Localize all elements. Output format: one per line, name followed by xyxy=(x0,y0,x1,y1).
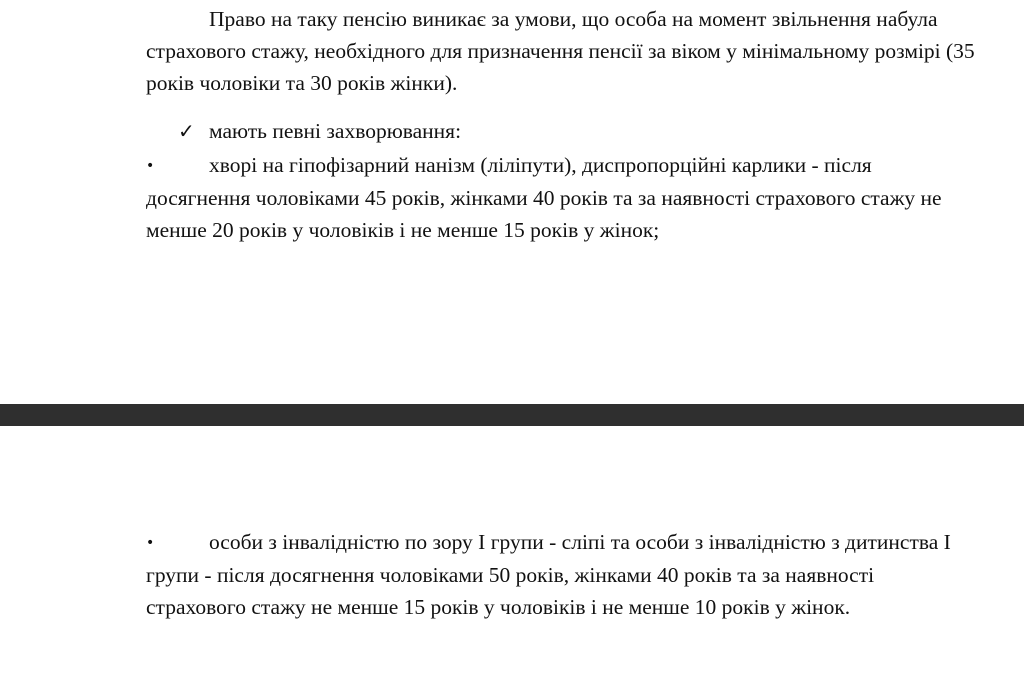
checklist-item-text: мають певні захворювання: xyxy=(209,119,462,143)
paragraph-pension-condition xyxy=(146,3,976,99)
checkmark-icon: ✓ xyxy=(178,119,195,143)
bullet-icon: • xyxy=(146,535,155,551)
checklist-item-diseases xyxy=(178,115,461,147)
list-item-visual-disability xyxy=(146,526,976,623)
list-item-text: хворі на гіпофізарний нанізм (ліліпути), диспропорційні карлики - після досягнення чоловіками 45 років, жінками 40 років та за наявності страхового стажу не менше 20 років у чоловіків і не менше 15 років у жінок; xyxy=(146,153,942,242)
page-separator xyxy=(0,404,1024,426)
list-item-text: особи з інвалідністю по зору I групи - сліпі та особи з інвалідністю з дитинства I групи - після досягнення чоловіками 50 років, жінками 40 років та за наявності страхового стажу не менше 15 років у чоловіків і не менше 10 років у жінок. xyxy=(146,530,951,619)
document-page-bottom xyxy=(0,426,1024,674)
list-item-dwarfism xyxy=(146,149,976,246)
bullet-icon: • xyxy=(146,158,155,174)
paragraph-text: Право на таку пенсію виникає за умови, що особа на момент звільнення набула страхового стажу, необхідного для призначення пенсії за віком у мінімальному розмірі (35 років чоловіки та 30 років жінки). xyxy=(146,7,975,95)
